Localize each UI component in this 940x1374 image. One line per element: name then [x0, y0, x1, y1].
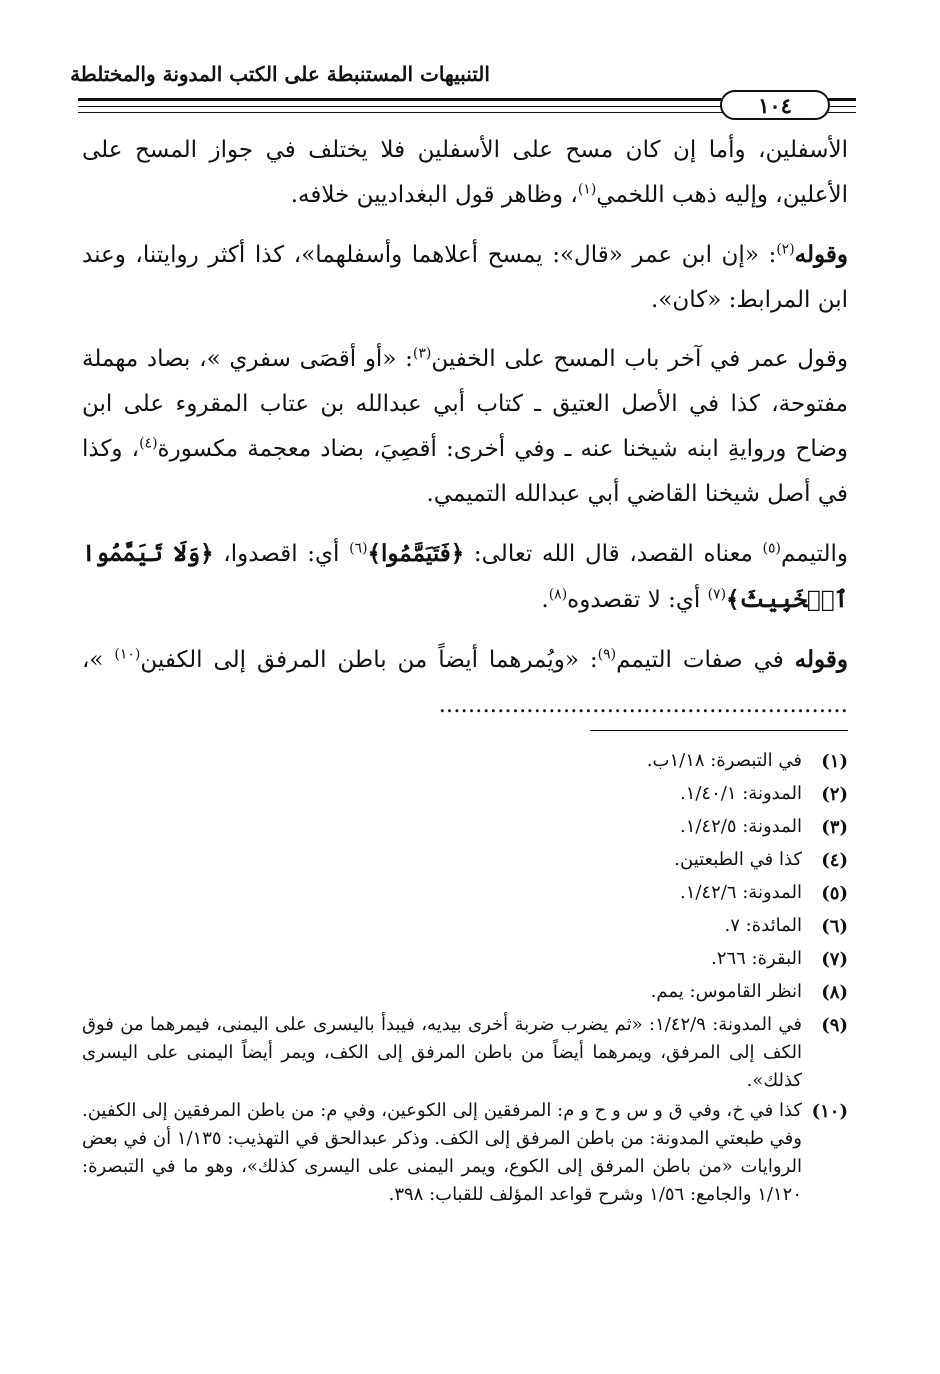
paragraph-1-text: الأسفلين، وأما إن كان مسح على الأسفلين فلا يختلف في جواز المسح على الأعلين، وإليه ذهب اللخمي [82, 137, 848, 208]
footnote-number: (٢) [821, 784, 848, 805]
footnote-number: (٤) [821, 850, 848, 871]
footnote-text: البقرة: ٢٦٦. [711, 948, 802, 969]
footnotes [82, 745, 848, 1209]
footnote-item [82, 976, 848, 1009]
main-text [82, 128, 848, 742]
footnote-number: (١٠) [811, 1101, 848, 1122]
footnote-ref-6: (٦) [349, 540, 368, 557]
footnote-text: في التبصرة: ١/١٨ب. [646, 750, 802, 771]
footnote-item [82, 811, 848, 844]
paragraph-2 [82, 232, 848, 323]
footnote-text: كذا في خ، وفي ق و س و ح و م: المرفقين إلى الكوعين، وفي م: من باطن المرفقين إلى الكفين. وفي طبعتي المدونة: من باطن المرفق إلى الكف. وذكر عبدالحق في التهذيب: ١/١٣٥ أن في بعض الروايات «من باطن المرفق إلى الكوع، ويمر اليمنى على اليسرى كذلك»، وهو ما في التبصرة: ١/١٢٠ والجامع: ١/٥٦ وشرح قواعد المؤلف للقباب: ٣٩٨. [82, 1100, 802, 1205]
paragraph-4-text-d: أي: لا تقصدوه [567, 587, 708, 613]
paragraph-5 [82, 637, 848, 728]
footnote-number: (٦) [821, 916, 848, 937]
footnote-number: (٧) [821, 949, 848, 970]
footnote-text: في المدونة: ١/٤٢/٩: «ثم يضرب ضربة أخرى بيديه، فيبدأ باليسرى على اليمنى، فيمرهما من فوق الكف إلى المرفق، ويمرهما أيضاً من باطن المرفق إلى الكف، ويمر أيضاً اليمنى على اليسرى كذلك». [82, 1014, 802, 1091]
footnote-ref-4: (٤) [139, 435, 158, 452]
quran-quote-2: ﴿وَلَا تَيَمَّمُوا ٱلۡخَبِيثَ﴾ [82, 540, 848, 613]
footnote-number: (٨) [821, 982, 848, 1003]
footnote-text: المدونة: ١/٤٢/٥. [679, 816, 802, 837]
paragraph-4 [82, 531, 848, 623]
paragraph-5-text-a: في صفات التيمم [616, 647, 795, 673]
running-header-title: التنبيهات المستنبطة على الكتب المدونة والمختلطة [70, 62, 490, 86]
footnote-item [82, 1095, 848, 1209]
footnote-text: كذا في الطبعتين. [674, 849, 802, 870]
paragraph-5-text-c: »، [82, 647, 115, 673]
footnote-text: المدونة: ١/٤٢/٦. [679, 882, 802, 903]
footnote-item [82, 778, 848, 811]
paragraph-1-end: ، وظاهر قول البغداديين خلافه. [290, 182, 578, 208]
footnote-ref-10: (١٠) [114, 646, 141, 663]
footnote-item [82, 877, 848, 910]
paragraph-3-text-c: ، وكذا في أصل شيخنا القاضي أبي عبدالله التميمي. [82, 436, 848, 507]
footnote-text: انظر القاموس: يمم. [650, 981, 802, 1002]
footnote-ref-5: (٥) [762, 540, 781, 557]
footnote-ref-8: (٨) [548, 586, 568, 603]
footnote-separator [590, 730, 848, 731]
footnote-ref-7: (٧) [707, 586, 727, 603]
dotted-leader: ........................................................ [438, 692, 848, 718]
footnote-number: (٥) [821, 883, 848, 904]
paragraph-3-text-a: وقول عمر في آخر باب المسح على الخفين [431, 346, 848, 372]
footnote-ref-1: (١) [577, 181, 597, 198]
footnote-text: المدونة: ١/٤٠/١. [679, 783, 802, 804]
paragraph-4-text-e: . [541, 587, 549, 613]
paragraph-4-text-c: أي: اقصدوا، [213, 541, 350, 567]
footnote-item [82, 844, 848, 877]
footnote-text: المائدة: ٧. [724, 915, 802, 936]
footnote-item [82, 1009, 848, 1095]
paragraph-4-text-b: معناه القصد، قال الله تعالى: [464, 541, 763, 567]
quran-quote-1: ﴿فَتَيَمَّمُوا﴾ [367, 540, 465, 567]
footnote-item [82, 745, 848, 778]
paragraph-3 [82, 337, 848, 517]
footnote-item [82, 943, 848, 976]
lead-word: وقوله [794, 646, 848, 673]
footnote-number: (٩) [821, 1015, 848, 1036]
paragraph-2-text: : «إن ابن عمر «قال»: يمسح أعلاهما وأسفلهما»، كذا أكثر روايتنا، وعند ابن المرابط: «كان». [82, 242, 848, 313]
lead-word: وقوله [794, 241, 848, 268]
paragraph-4-text-a: والتيمم [781, 541, 848, 567]
paragraph-3-text-b: : «أو أقصَى سفري »، بصاد مهملة مفتوحة، كذا في الأصل العتيق ـ كتاب أبي عبدالله بن عتاب المقروء على ابن وضاح وروايةِ ابنه شيخنا عنه ـ وفي أخرى: أقصِيَ، بضاد معجمة مكسورة [82, 346, 848, 462]
footnote-number: (١) [821, 751, 848, 772]
paragraph-5-text-b: : «ويُمرهما أيضاً من باطن المرفق إلى الكفين [140, 647, 598, 673]
footnote-ref-2: (٢) [776, 241, 795, 258]
footnote-ref-9: (٩) [597, 646, 617, 663]
page-number: ١٠٤ [720, 90, 830, 120]
footnote-ref-3: (٣) [412, 345, 432, 362]
paragraph-1 [82, 128, 848, 218]
footnote-number: (٣) [821, 817, 848, 838]
footnote-item [82, 910, 848, 943]
